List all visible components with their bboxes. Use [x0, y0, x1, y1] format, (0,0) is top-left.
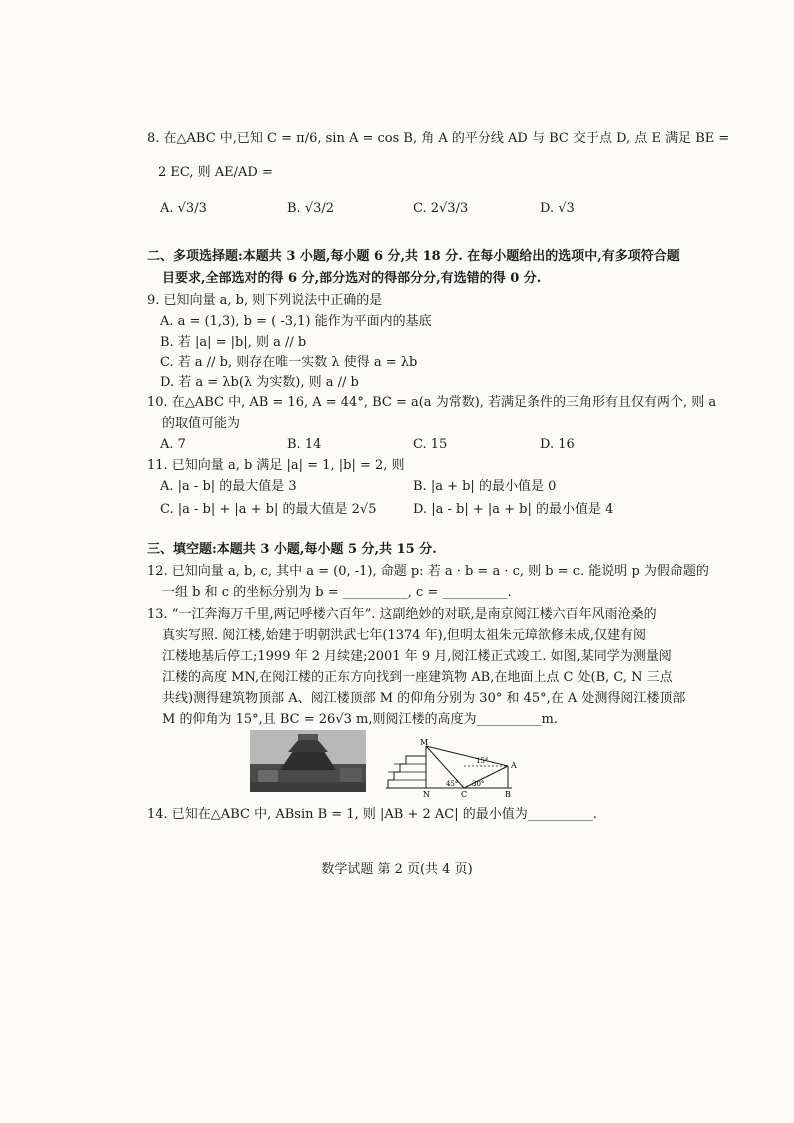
angle-15: 15°: [476, 757, 489, 765]
q14: 14. 已知在△ABC 中, ABsin B = 1, 则 |AB + 2 AC| 的最小值为__________.: [147, 807, 597, 822]
section2-heading-line1: 二、多项选择题:本题共 3 小题,每小题 6 分,共 18 分. 在每小题给出的选项中,有多项符合题: [147, 249, 680, 264]
q13-line3: 江楼地基后停工;1999 年 2 月续建;2001 年 9 月,阅江楼正式竣工. 如图,某同学为测量阅: [162, 649, 672, 664]
q8-line1: 8. 在△ABC 中,已知 C = π/6, sin A = cos B, 角 A 的平分线 AD 与 BC 交于点 D, 点 E 满足 BE =: [147, 131, 730, 146]
q10-option-b: B. 14: [287, 437, 322, 452]
q9-option-b: B. 若 |a| = |b|, 则 a // b: [160, 335, 307, 350]
q9-option-c: C. 若 a // b, 则存在唯一实数 λ 使得 a = λb: [160, 355, 418, 370]
q13-line1: 13. “一江奔海万千里,两记呼楼六百年”. 这副绝妙的对联,是南京阅江楼六百年风雨沧桑的: [147, 607, 657, 622]
section2-heading-line2: 目要求,全部选对的得 6 分,部分选对的得部分分,有选错的得 0 分.: [162, 271, 542, 286]
label-b: B: [505, 790, 511, 798]
label-a: A: [511, 761, 517, 770]
q13-line2: 真实写照. 阅江楼,始建于明朝洪武七年(1374 年),但明太祖朱元璋欲修未成,仅建有阅: [162, 628, 647, 643]
q11-option-a: A. |a - b| 的最大值是 3: [160, 479, 297, 494]
q9-option-a: A. a = (1,3), b = ( -3,1) 能作为平面内的基底: [160, 314, 432, 329]
q13-line6: M 的仰角为 15°,且 BC = 26√3 m,则阅江楼的高度为__________m.: [162, 712, 558, 727]
q10-line1: 10. 在△ABC 中, AB = 16, A = 44°, BC = a(a 为常数), 若满足条件的三角形有且仅有两个, 则 a: [147, 395, 717, 410]
q11-option-c: C. |a - b| + |a + b| 的最大值是 2√5: [160, 502, 377, 517]
q11-option-b: B. |a + b| 的最小值是 0: [413, 479, 557, 494]
q8-option-b: B. √3/2: [287, 201, 335, 216]
label-m: M: [420, 738, 429, 747]
q10-option-c: C. 15: [413, 437, 448, 452]
q10-line2: 的取值可能为: [162, 416, 241, 431]
label-c: C: [461, 790, 468, 798]
q8-option-c: C. 2√3/3: [413, 201, 469, 216]
q11-stem: 11. 已知向量 a, b 满足 |a| = 1, |b| = 2, 则: [147, 458, 405, 473]
tower-photo: [250, 730, 366, 792]
q9-stem: 9. 已知向量 a, b, 则下列说法中正确的是: [147, 293, 383, 308]
tower-geometry-diagram: [380, 736, 540, 802]
section3-heading: 三、填空题:本题共 3 小题,每小题 5 分,共 15 分.: [147, 542, 437, 557]
q10-option-d: D. 16: [540, 437, 575, 452]
q11-option-d: D. |a - b| + |a + b| 的最小值是 4: [413, 502, 614, 517]
q8-option-d: D. √3: [540, 201, 575, 216]
page-footer: 数学试题 第 2 页(共 4 页): [321, 862, 473, 877]
q8-option-a: A. √3/3: [160, 201, 207, 216]
q13-line4: 江楼的高度 MN,在阅江楼的正东方向找到一座建筑物 AB,在地面上点 C 处(B, C, N 三点: [162, 670, 673, 685]
q10-option-a: A. 7: [160, 437, 186, 452]
label-n: N: [423, 790, 430, 798]
q13-line5: 共线)测得建筑物顶部 A、阅江楼顶部 M 的仰角分别为 30° 和 45°,在 A 处测得阅江楼顶部: [162, 691, 686, 706]
angle-30: 30°: [472, 780, 485, 788]
q12-line1: 12. 已知向量 a, b, c, 其中 a = (0, -1), 命题 p: 若 a · b = a · c, 则 b = c. 能说明 p 为假命题的: [147, 564, 709, 579]
q12-line2: 一组 b 和 c 的坐标分别为 b = __________, c = __________.: [162, 585, 512, 600]
angle-45: 45°: [446, 780, 459, 788]
q8-line2: 2 EC, 则 AE/AD =: [158, 165, 273, 180]
q9-option-d: D. 若 a = λb(λ 为实数), 则 a // b: [160, 375, 359, 390]
